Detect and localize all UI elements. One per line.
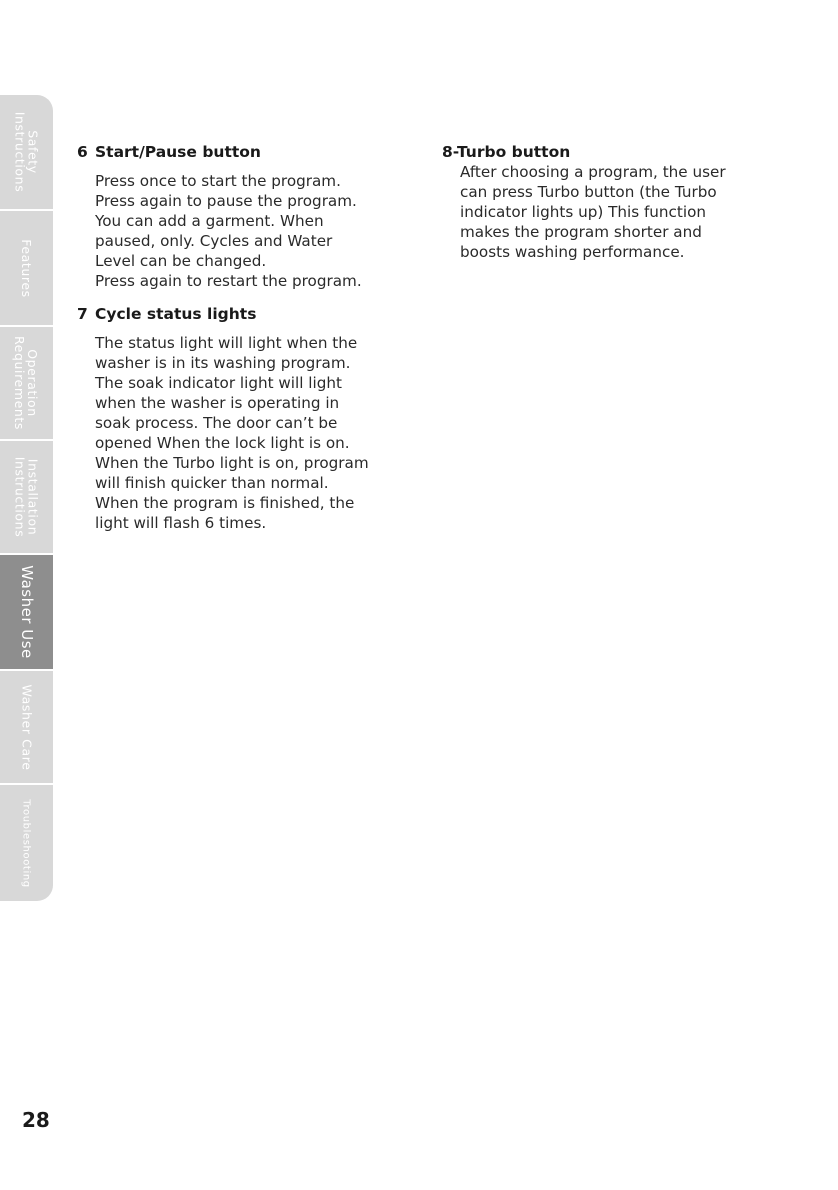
section-turbo-button bbox=[442, 142, 726, 262]
body-line: When the program is finished, the bbox=[95, 494, 355, 512]
page-number: 28 bbox=[22, 1108, 50, 1132]
section-number: 6 bbox=[77, 143, 88, 161]
body-line: opened When the lock light is on. bbox=[95, 434, 350, 452]
tab-troubleshooting[interactable] bbox=[0, 785, 53, 901]
tab-safety-instructions[interactable] bbox=[0, 95, 53, 211]
section-cycle-status-lights bbox=[77, 304, 369, 533]
body-line: The soak indicator light will light bbox=[95, 374, 342, 392]
body-line: can press Turbo button (the Turbo bbox=[460, 183, 717, 201]
section-number: 7 bbox=[77, 305, 88, 323]
body-line: Press again to pause the program. bbox=[95, 192, 357, 210]
body-line: Press again to restart the program. bbox=[95, 272, 362, 290]
tab-installation-instructions[interactable] bbox=[0, 441, 53, 555]
section-heading bbox=[77, 304, 369, 324]
tab-features[interactable] bbox=[0, 211, 53, 327]
body-line: indicator lights up) This function bbox=[460, 203, 707, 221]
side-tab-strip bbox=[0, 95, 53, 901]
section-body bbox=[95, 171, 362, 291]
body-line: light will flash 6 times. bbox=[95, 514, 267, 532]
body-line: washer is in its washing program. bbox=[95, 354, 351, 372]
body-line: The status light will light when the bbox=[95, 334, 358, 352]
tab-washer-use[interactable] bbox=[0, 555, 53, 671]
tab-label: Safety Instructions bbox=[12, 111, 41, 193]
section-body bbox=[95, 333, 369, 533]
body-line: Press once to start the program. bbox=[95, 172, 341, 190]
section-title: Cycle status lights bbox=[95, 305, 257, 323]
tab-label: Washer Care bbox=[19, 683, 35, 771]
section-heading bbox=[77, 142, 362, 162]
tab-label: Operation Requirements bbox=[12, 335, 41, 431]
body-line: makes the program shorter and bbox=[460, 223, 702, 241]
body-line: soak process. The door can’t be bbox=[95, 414, 338, 432]
body-line: After choosing a program, the user bbox=[460, 163, 726, 181]
section-title: Start/Pause button bbox=[95, 143, 261, 161]
body-line: will finish quicker than normal. bbox=[95, 474, 329, 492]
tab-label: Troubleshooting bbox=[21, 798, 32, 888]
section-body bbox=[460, 162, 726, 262]
body-line: When the Turbo light is on, program bbox=[95, 454, 369, 472]
tab-label: Features bbox=[19, 238, 34, 298]
section-title: 8-Turbo button bbox=[442, 143, 571, 161]
body-line: when the washer is operating in bbox=[95, 394, 340, 412]
body-line: You can add a garment. When bbox=[95, 212, 324, 230]
body-line: paused, only. Cycles and Water bbox=[95, 232, 333, 250]
section-start-pause bbox=[77, 142, 362, 291]
tab-operation-requirements[interactable] bbox=[0, 327, 53, 441]
body-line: boosts washing performance. bbox=[460, 243, 685, 261]
body-line: Level can be changed. bbox=[95, 252, 267, 270]
tab-washer-care[interactable] bbox=[0, 671, 53, 785]
tab-label: Washer Use bbox=[17, 565, 36, 659]
tab-label: Installation Instructions bbox=[12, 456, 41, 538]
